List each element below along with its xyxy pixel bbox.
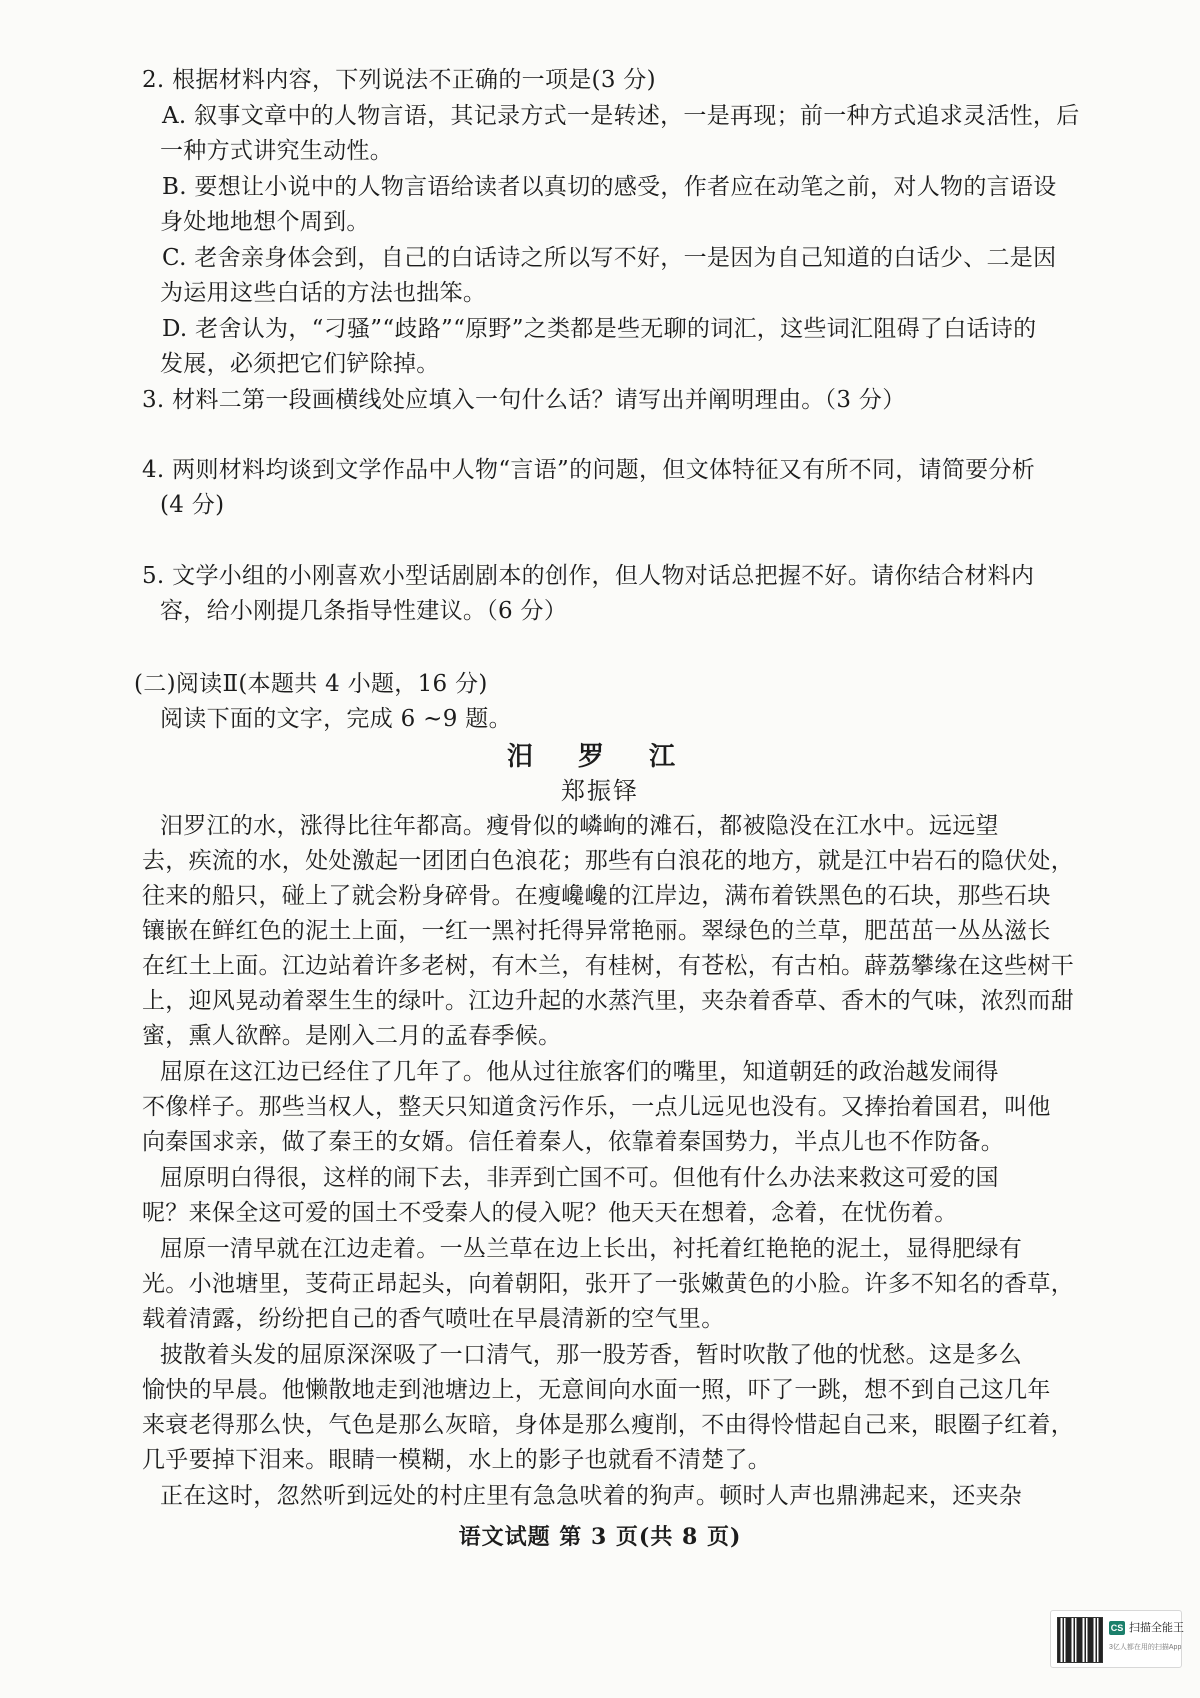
section-heading: (二)阅读Ⅱ(本题共 4 小题，16 分): [134, 671, 488, 697]
paragraph-1-line-7: 蜜，熏人欲醉。是刚入二月的孟春季候。: [142, 1023, 562, 1049]
paragraph-4-line-3: 载着清露，纷纷把自己的香气喷吐在早晨清新的空气里。: [142, 1306, 725, 1332]
question-2-option-c-line-1: C. 老舍亲身体会到，自己的白话诗之所以写不好，一是因为自己知道的白话少、二是因: [162, 245, 1057, 271]
scanner-app-tagline: 3亿人都在用的扫描App: [1109, 1644, 1182, 1651]
paragraph-2-line-1: 屈原在这江边已经住了几年了。他从过往旅客们的嘴里，知道朝廷的政治越发闹得: [160, 1059, 999, 1085]
paragraph-5-line-4: 几乎要掉下泪来。眼睛一模糊，水上的影子也就看不清楚了。: [142, 1447, 772, 1473]
paragraph-1-line-6: 上，迎风晃动着翠生生的绿叶。江边升起的水蒸汽里，夹杂着香草、香木的气味，浓烈而甜: [142, 988, 1074, 1014]
question-2-option-b-line-1: B. 要想让小说中的人物言语给读者以真切的感受，作者应在动笔之前，对人物的言语设: [162, 174, 1057, 200]
paragraph-6-line-1: 正在这时，忽然听到远处的村庄里有急急吠着的狗声。顿时人声也鼎沸起来，还夹杂: [160, 1483, 1023, 1509]
question-2-option-b-line-2: 身处地地想个周到。: [160, 209, 370, 235]
paragraph-1-line-2: 去，疾流的水，处处激起一团团白色浪花；那些有白浪花的地方，就是江中岩石的隐伏处，: [142, 848, 1074, 874]
question-5-line-1: 5. 文学小组的小刚喜欢小型话剧剧本的创作，但人物对话总把握不好。请你结合材料内: [142, 563, 1035, 589]
scanner-watermark-badge: [1050, 1610, 1182, 1668]
paragraph-2-line-2: 不像样子。那些当权人，整天只知道贪污作乐，一点儿远见也没有。又捧抬着国君，叫他: [142, 1094, 1051, 1120]
qr-code-icon: [1057, 1617, 1103, 1663]
paragraph-5-line-2: 愉快的早晨。他懒散地走到池塘边上，无意间向水面一照，吓了一跳，想不到自己这几年: [142, 1377, 1051, 1403]
section-instruction: 阅读下面的文字，完成 6 ~9 题。: [160, 706, 512, 732]
question-2-option-c-line-2: 为运用这些白话的方法也拙笨。: [160, 280, 487, 306]
paragraph-5-line-1: 披散着头发的屈原深深吸了一口清气，那一股芳香，暂时吹散了他的忧愁。这是多么: [160, 1342, 1023, 1368]
article-author: 郑振铎: [561, 777, 639, 805]
paragraph-4-line-1: 屈原一清早就在江边走着。一丛兰草在边上长出，衬托着红艳艳的泥土，显得肥绿有: [160, 1236, 1023, 1262]
question-3: 3. 材料二第一段画横线处应填入一句什么话？请写出并阐明理由。（3 分）: [142, 387, 906, 413]
question-2-option-a-line-1: A. 叙事文章中的人物言语，其记录方式一是转述，一是再现；前一种方式追求灵活性，后: [162, 103, 1080, 129]
question-5-line-2: 容，给小刚提几条指导性建议。（6 分）: [160, 598, 568, 624]
paragraph-1-line-4: 镶嵌在鲜红色的泥土上面，一红一黑衬托得异常艳丽。翠绿色的兰草，肥茁茁一丛丛滋长: [142, 918, 1051, 944]
question-2-stem: 2. 根据材料内容，下列说法不正确的一项是(3 分): [142, 67, 656, 93]
paragraph-5-line-3: 来衰老得那么快，气色是那么灰暗，身体是那么瘦削，不由得怜惜起自己来，眼圈子红着，: [142, 1412, 1074, 1438]
paragraph-1-line-5: 在红土上面。江边站着许多老树，有木兰，有桂树，有苍松，有古柏。薜荔攀缘在这些树干: [142, 953, 1074, 979]
paragraph-3-line-1: 屈原明白得很，这样的闹下去，非弄到亡国不可。但他有什么办法来救这可爱的国: [160, 1165, 999, 1191]
paragraph-4-line-2: 光。小池塘里，芰荷正昂起头，向着朝阳，张开了一张嫩黄色的小脸。许多不知名的香草，: [142, 1271, 1074, 1297]
scanner-app-name: 扫描全能王: [1129, 1622, 1184, 1634]
paragraph-3-line-2: 呢？来保全这可爱的国土不受秦人的侵入呢？他天天在想着，念着，在忧伤着。: [142, 1200, 958, 1226]
camscanner-logo: CS: [1110, 1623, 1124, 1633]
question-2-option-a-line-2: 一种方式讲究生动性。: [160, 138, 393, 164]
paragraph-1-line-3: 往来的船只，碰上了就会粉身碎骨。在瘦巉巉的江岸边，满布着铁黑色的石块，那些石块: [142, 883, 1051, 909]
page-footer: 语文试题 第 3 页(共 8 页): [458, 1524, 742, 1550]
article-title: 汨 罗 江: [506, 742, 694, 772]
question-4-line-2: (4 分): [160, 492, 225, 518]
question-2-option-d-line-1: D. 老舍认为，“刁骚”“歧路”“原野”之类都是些无聊的词汇，这些词汇阻碍了白话诗的: [162, 316, 1037, 342]
question-2-option-d-line-2: 发展，必须把它们铲除掉。: [160, 351, 440, 377]
paragraph-2-line-3: 向秦国求亲，做了秦王的女婿。信任着秦人，依靠着秦国势力，半点儿也不作防备。: [142, 1129, 1005, 1155]
paragraph-1-line-1: 汨罗江的水，涨得比往年都高。瘦骨似的嶙峋的滩石，都被隐没在江水中。远远望: [160, 813, 999, 839]
question-4-line-1: 4. 两则材料均谈到文学作品中人物“言语”的问题，但文体特征又有所不同，请简要分析: [142, 457, 1036, 483]
